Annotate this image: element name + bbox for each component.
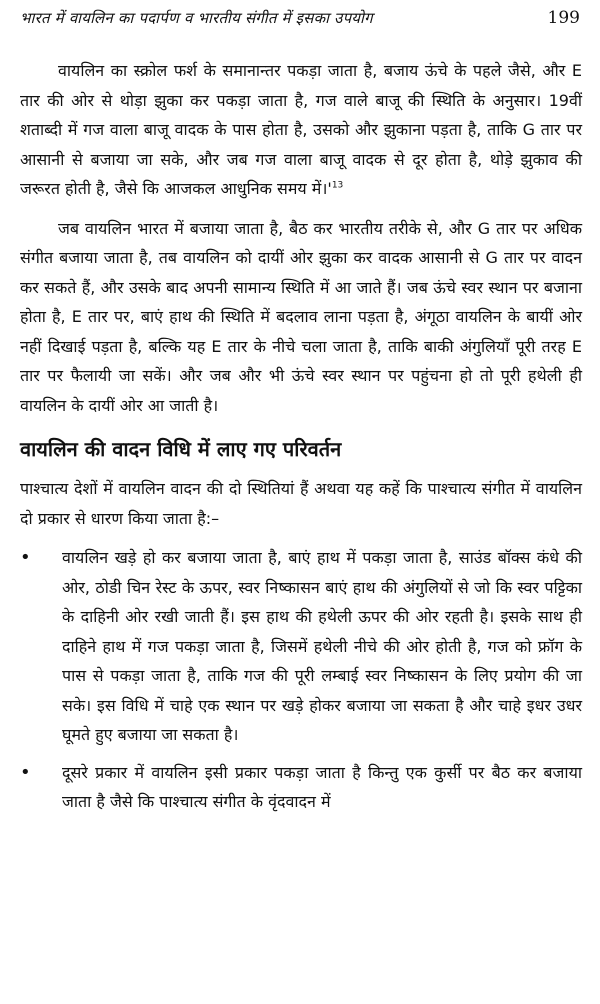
running-header <box>20 8 580 28</box>
paragraph-violin-scroll <box>20 56 582 204</box>
section-heading: वायलिन की वादन विधि में लाए गए परिवर्तन <box>20 437 342 461</box>
bullet-icon: • <box>20 761 31 783</box>
footnote-marker: 13 <box>331 180 344 191</box>
list-item-text: वायलिन खड़े हो कर बजाया जाता है, बाएं हाथ में पकड़ा जाता है, साउंड बॉक्स कंधे की ओर, ठोडी चिन रेस्ट के ऊपर, स्वर निष्कासन बाएं हाथ की अंगुलियों से जो कि स्वर पट्टिका के दाहिनी ओर रखी जाती हैं। इस हाथ की हथेली ऊपर की ओर रहती है। इसके साथ ही दाहिने हाथ में गज पकड़ा जाता है, जिसमें हथेली नीचे की ओर होती है, गज को फ्रॉग के पास से पकड़ा जाता है, ताकि गज की पूरी लम्बाई स्वर निष्कासन के लिए प्रयोग की जा सके। इस विधि में चाहे एक स्थान पर खड़े होकर बजाया जा सकता है और चाहे इधर उधर घूमते हुए बजाया जा सकता है। <box>62 548 582 744</box>
paragraph-text: जब वायलिन भारत में बजाया जाता है, बैठ कर भारतीय तरीके से, और G तार पर अधिक संगीत बजाया जाता है, तब वायलिन को दायीं ओर झुका कर वादक आसानी से G तार पर वादन कर सकते हैं, और उसके बाद अपनी सामान्य स्थिति में आ जाते हैं। जब ऊंचे स्वर स्थान पर बजाना होता है, E तार पर, बाएं हाथ की स्थिति में बदलाव लाना पड़ता है, अंगूठा वायलिन के बायीं ओर नहीं दिखाई पड़ता है, बल्कि यह E तार के नीचे चला जाता है, ताकि बाकी अंगुलियाँ पूरी तरह E तार पर फैलायी जा सकें। और जब और भी ऊंचे स्वर स्थान पर पहुंचना हो तो पूरी हथेली ही वायलिन के दायीं ओर आ जाती है। <box>20 218 582 415</box>
paragraph-text: वायलिन का स्क्रोल फर्श के समानान्तर पकड़ा जाता है, बजाय ऊंचे के पहले जैसे, और E तार की ओर से थोड़ा झुका कर पकड़ा जाता है, गज वाले बाजू की स्थिति के अनुसार। 19वीं शताब्दी में गज वाला बाजू वादक के पास होता है, उसको और झुकाना पड़ता है, ताकि G तार पर आसानी से बजाया जा सके, और जब गज वाला बाजू वादक से दूर होता है, थोड़े झुकाव की जरूरत होती है, जैसे कि आजकल आधुनिक समय में।' <box>20 61 582 198</box>
page-body <box>20 56 582 825</box>
list-item <box>20 543 582 750</box>
bullet-icon: • <box>20 547 31 568</box>
bullet-list <box>20 543 582 817</box>
list-item-text: दूसरे प्रकार में वायलिन इसी प्रकार पकड़ा जाता है किन्तु एक कुर्सी पर बैठ कर बजाया जाता है जैसे कि पाश्चात्य संगीत के वृंदवादन में <box>62 762 582 811</box>
paragraph-violin-in-india <box>20 214 582 421</box>
running-title: भारत में वायलिन का पदार्पण व भारतीय संगीत में इसका उपयोग <box>20 9 373 27</box>
page-number: 199 <box>547 8 580 28</box>
list-item <box>20 758 582 817</box>
section-intro: पाश्चात्य देशों में वायलिन वादन की दो स्थितियां हैं अथवा यह कहें कि पाश्चात्य संगीत में वायलिन दो प्रकार से धारण किया जाता है:– <box>20 479 582 528</box>
